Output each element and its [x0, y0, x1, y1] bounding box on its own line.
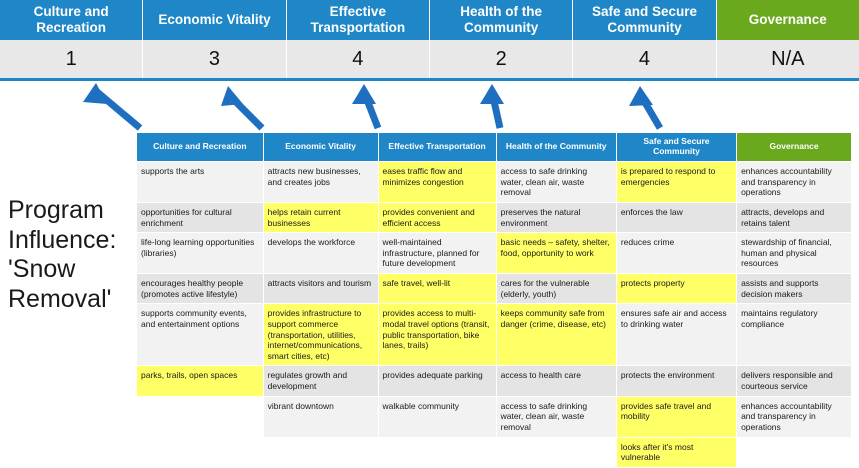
matrix-cell: keeps community safe from danger (crime, disease, etc) — [496, 304, 616, 366]
top-header-cell-culture-and-recreation: Culture and Recreation — [0, 0, 143, 40]
matrix-cell: attracts visitors and tourism — [263, 274, 378, 304]
matrix-cell: enforces the law — [616, 202, 736, 232]
score-governance: N/A — [717, 40, 859, 78]
matrix-cell: attracts new businesses, and creates jobs — [263, 162, 378, 203]
matrix-cell: reduces crime — [616, 233, 736, 274]
top-header-cell-economic-vitality: Economic Vitality — [143, 0, 286, 40]
arrow-5-shaft — [640, 94, 660, 128]
matrix-cell: vibrant downtown — [263, 396, 378, 437]
matrix-cell: provides safe travel and mobility — [616, 396, 736, 437]
matrix-cell: develops the workforce — [263, 233, 378, 274]
arrow-1-shaft — [96, 91, 140, 128]
matrix-cell: protects the environment — [616, 366, 736, 396]
matrix-cell: supports community events, and entertainment options — [137, 304, 264, 366]
influence-matrix-table — [136, 132, 852, 468]
matrix-cell: safe travel, well-lit — [378, 274, 496, 304]
table-row — [137, 233, 852, 274]
arrow-5-head — [629, 86, 653, 106]
score-safe-and-secure-community: 4 — [573, 40, 716, 78]
matrix-cell: provides access to multi-modal travel options (transit, public transportation, bike lanes, trails) — [378, 304, 496, 366]
top-header-cell-effective-transportation: Effective Transportation — [287, 0, 430, 40]
matrix-cell: opportunities for cultural enrichment — [137, 202, 264, 232]
score-health-of-the-community: 2 — [430, 40, 573, 78]
matrix-cell: is prepared to respond to emergencies — [616, 162, 736, 203]
arrow-4-head — [480, 84, 504, 104]
arrow-3-shaft — [364, 92, 378, 128]
score-effective-transportation: 4 — [287, 40, 430, 78]
matrix-cell: well-maintained infrastructure, planned for future development — [378, 233, 496, 274]
matrix-cell: walkable community — [378, 396, 496, 437]
matrix-cell: stewardship of financial, human and physical resources — [737, 233, 852, 274]
matrix-cell — [496, 437, 616, 467]
matrix-cell: supports the arts — [137, 162, 264, 203]
table-row — [137, 437, 852, 467]
matrix-cell: assists and supports decision makers — [737, 274, 852, 304]
top-header-cell-governance: Governance — [717, 0, 859, 40]
matrix-cell: encourages healthy people (promotes active lifestyle) — [137, 274, 264, 304]
matrix-cell: maintains regulatory compliance — [737, 304, 852, 366]
matrix-cell: eases traffic flow and minimizes congestion — [378, 162, 496, 203]
table-row — [137, 202, 852, 232]
program-influence-label: Program Influence: 'Snow Removal' — [8, 196, 117, 313]
arrow-3-head — [352, 84, 376, 104]
arrow-group — [0, 78, 859, 134]
matrix-header-safe-and-secure-community: Safe and Secure Community — [616, 133, 736, 162]
table-row — [137, 162, 852, 203]
scorecard-header — [0, 0, 859, 81]
matrix-cell: regulates growth and development — [263, 366, 378, 396]
matrix-cell: life-long learning opportunities (libraries) — [137, 233, 264, 274]
matrix-cell: looks after it's most vulnerable — [616, 437, 736, 467]
matrix-cell: access to safe drinking water, clean air, waste removal — [496, 162, 616, 203]
top-header-cell-safe-and-secure-community: Safe and Secure Community — [573, 0, 716, 40]
top-score-row — [0, 40, 859, 78]
matrix-cell — [263, 437, 378, 467]
table-row — [137, 304, 852, 366]
matrix-cell: access to health care — [496, 366, 616, 396]
score-culture-and-recreation: 1 — [0, 40, 143, 78]
arrow-2-head — [221, 86, 243, 106]
matrix-cell — [737, 437, 852, 467]
score-economic-vitality: 3 — [143, 40, 286, 78]
header-underline — [0, 78, 859, 81]
top-header-cell-health-of-the-community: Health of the Community — [430, 0, 573, 40]
matrix-cell — [137, 437, 264, 467]
matrix-cell: provides adequate parking — [378, 366, 496, 396]
arrow-2-shaft — [230, 96, 262, 128]
matrix-header-culture-and-recreation: Culture and Recreation — [137, 133, 264, 162]
matrix-header-effective-transportation: Effective Transportation — [378, 133, 496, 162]
matrix-cell: cares for the vulnerable (elderly, youth) — [496, 274, 616, 304]
table-row — [137, 396, 852, 437]
matrix-cell: protects property — [616, 274, 736, 304]
matrix-header-economic-vitality: Economic Vitality — [263, 133, 378, 162]
matrix-cell: attracts, develops and retains talent — [737, 202, 852, 232]
arrow-4-shaft — [492, 92, 500, 128]
matrix-cell: provides convenient and efficient access — [378, 202, 496, 232]
matrix-cell: basic needs – safety, shelter, food, opportunity to work — [496, 233, 616, 274]
matrix-header-health-of-the-community: Health of the Community — [496, 133, 616, 162]
table-row — [137, 366, 852, 396]
matrix-cell: access to safe drinking water, clean air, waste removal — [496, 396, 616, 437]
matrix-cell: ensures safe air and access to drinking water — [616, 304, 736, 366]
matrix-cell: enhances accountability and transparency in operations — [737, 162, 852, 203]
matrix-cell — [378, 437, 496, 467]
matrix-cell: helps retain current businesses — [263, 202, 378, 232]
matrix-cell: delivers responsible and courteous service — [737, 366, 852, 396]
top-header-row — [0, 0, 859, 40]
matrix-cell: provides infrastructure to support commerce (transportation, utilities, internet/communications, smart cities, etc) — [263, 304, 378, 366]
arrow-1-head — [83, 83, 107, 104]
matrix-cell: enhances accountability and transparency in operations — [737, 396, 852, 437]
matrix-cell: parks, trails, open spaces — [137, 366, 264, 396]
matrix-cell — [137, 396, 264, 437]
matrix-header-governance: Governance — [737, 133, 852, 162]
matrix-cell: preserves the natural environment — [496, 202, 616, 232]
matrix-header-row — [137, 133, 852, 162]
table-row — [137, 274, 852, 304]
